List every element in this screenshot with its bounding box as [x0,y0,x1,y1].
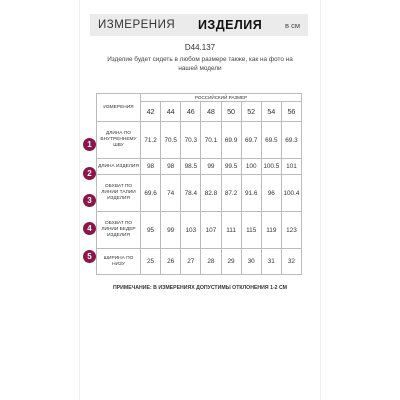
row-label: ШИРИНА ПО НИЗУ [97,249,141,275]
size-header: 42 [141,102,161,122]
table-cell: 107 [201,212,221,249]
table-cell: 87.2 [221,174,241,211]
table-cell: 99 [201,159,221,175]
header-bar [90,14,308,36]
table-cell: 123 [281,212,301,249]
table-cell: 70.3 [181,122,201,159]
size-header: 52 [241,102,261,122]
table-cell: 69.6 [141,174,161,211]
table-cell: 69.7 [241,122,261,159]
size-header: 46 [181,102,201,122]
table-cell: 25 [141,249,161,275]
row-label: ДЛИНА ИЗДЕЛИЯ [97,159,141,175]
header-unit: в см [285,20,300,30]
measurement-number-badge: 5 [83,250,96,263]
table-cell: 31 [261,249,281,275]
table-cell: 111 [221,212,241,249]
table-cell: 26 [161,249,181,275]
table-cell: 98 [161,159,181,175]
table-cell: 98.5 [181,159,201,175]
table-cell: 99.5 [221,159,241,175]
table-cell: 69.5 [261,122,281,159]
size-system-label: РОССИЙСКИЙ РАЗМЕР [141,94,302,102]
table-cell: 71.2 [141,122,161,159]
table-row [97,159,302,175]
size-header: 54 [261,102,281,122]
measurement-number-badge: 3 [83,194,96,207]
table-cell: 119 [261,212,281,249]
table-cell: 100.5 [261,159,281,175]
row-label: ОБХВАТ ПО ЛИНИИ БЕДЕР ИЗДЕЛИЯ [97,212,141,249]
size-header: 44 [161,102,181,122]
table-cell: 101 [281,159,301,175]
size-header: 56 [281,102,301,122]
table-cell: 91.6 [241,174,261,211]
article-number: D44.137 [184,43,216,52]
table-cell: 70.1 [201,122,221,159]
size-header: 48 [201,102,221,122]
table-cell: 28 [201,249,221,275]
fit-note: Изделие будет сидеть в любом размере также, как на фото на нашей модели [107,56,293,72]
table-row [97,122,302,159]
table-cell: 95 [141,212,161,249]
table-cell: 100 [241,159,261,175]
table-cell: 100.4 [281,174,301,211]
table-cell: 74 [161,174,181,211]
measurement-number-badge: 4 [83,222,96,235]
table-cell: 78.4 [181,174,201,211]
table-cell: 70.5 [161,122,181,159]
table-row [97,212,302,249]
header-title-product: ИЗДЕЛИЯ [197,18,263,32]
table-cell: 115 [241,212,261,249]
table-cell: 27 [181,249,201,275]
table-cell: 103 [181,212,201,249]
table-cell: 29 [221,249,241,275]
measurement-number-badge: 2 [83,167,96,180]
table-cell: 32 [281,249,301,275]
table-cell: 69.3 [281,122,301,159]
size-table [96,93,302,275]
table-cell: 82.8 [201,174,221,211]
size-header: 50 [221,102,241,122]
table-cell: 30 [241,249,261,275]
table-corner-label: ИЗМЕРЕНИЯ [97,94,141,122]
table-cell: 98 [141,159,161,175]
row-label: ОБХВАТ ПО ЛИНИИ ТАЛИИ ИЗДЕЛИЯ [97,174,141,211]
measurement-number-badge: 1 [83,138,96,151]
table-cell: 99 [161,212,181,249]
table-cell: 69.9 [221,122,241,159]
tolerance-footnote: ПРИМЕЧАНИЕ: В ИЗМЕРЕНИЯХ ДОПУСТИМЫ ОТКЛОНЕНИЯ 1-2 СМ [112,285,288,291]
table-row [97,174,302,211]
row-label: ДЛИНА ПО ВНУТРЕННЕМУ ШВУ [97,122,141,159]
table-cell: 96 [261,174,281,211]
header-title-measurements: ИЗМЕРЕНИЯ [98,19,176,31]
table-row [97,249,302,275]
